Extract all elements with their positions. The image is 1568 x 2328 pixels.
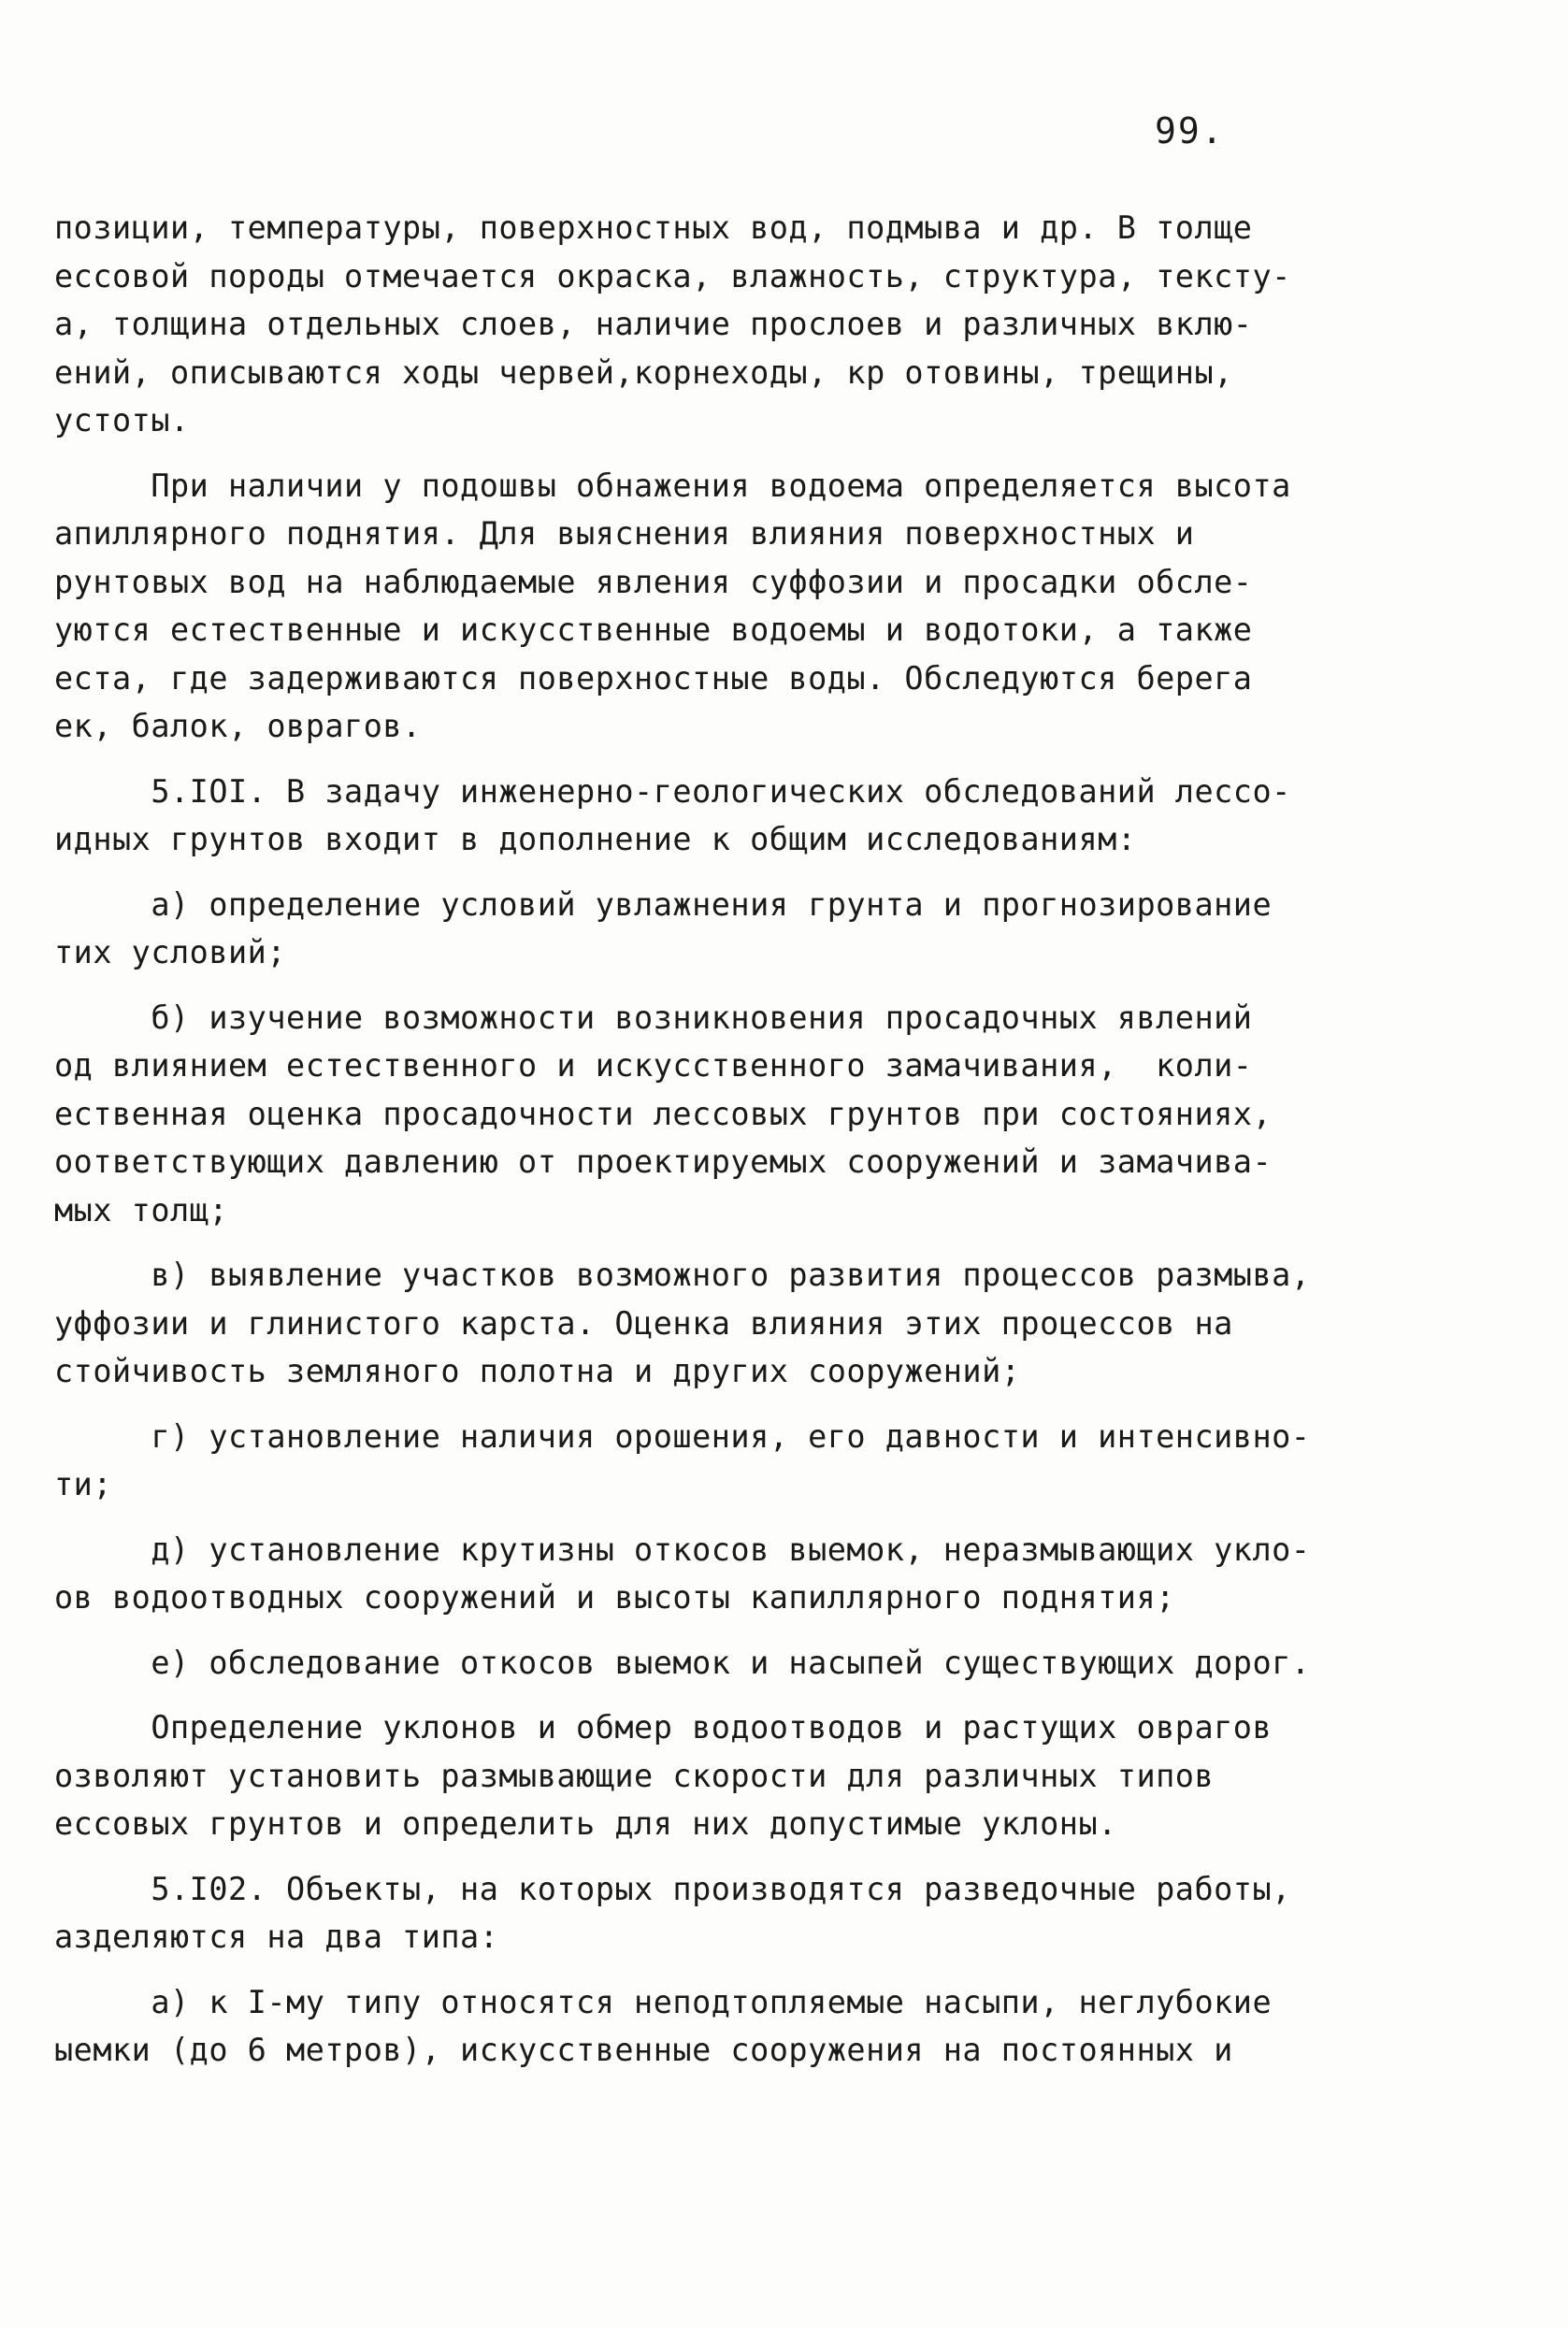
text-line: позиции, температуры, поверхностных вод, подмыва и др. В толще <box>54 209 1253 246</box>
text-line: ыемки (до 6 метров), искусственные сооружения на постоянных и <box>54 2032 1233 2068</box>
text-line: 5.I02. Объекты, на которых производятся разведочные работы, <box>54 1870 1291 1907</box>
paragraph <box>54 994 1363 1235</box>
text-line: уффозии и глинистого карста. Оценка влияния этих процессов на <box>54 1304 1233 1342</box>
text-line: ек, балок, оврагов. <box>54 708 422 744</box>
text-line: оответствующих давлению от проектируемых сооружений и замачива- <box>54 1143 1273 1180</box>
text-line: ессовых грунтов и определить для них допустимые уклоны. <box>54 1805 1117 1842</box>
paragraph <box>54 1251 1363 1396</box>
text-line: еста, где задерживаются поверхностные воды. Обследуются берега <box>54 659 1253 697</box>
text-line: ти; <box>54 1466 113 1502</box>
body-text <box>54 204 1363 2091</box>
text-line: ений, описываются ходы червей,корнеходы, кр отовины, трещины, <box>54 353 1233 391</box>
paragraph <box>54 1703 1363 1848</box>
text-line: а, толщина отдельных слоев, наличие прослоев и различных вклю- <box>54 306 1253 342</box>
paragraph <box>54 768 1363 864</box>
text-line: а) определение условий увлажнения грунта и прогнозирование <box>54 885 1273 923</box>
text-line: тих условий; <box>54 934 287 970</box>
text-line: г) установление наличия орошения, его давности и интенсивно- <box>54 1417 1311 1455</box>
text-line: в) выявление участков возможного развития процессов размыва, <box>54 1257 1311 1293</box>
paragraph <box>54 204 1363 445</box>
page-number: 99. <box>1155 110 1225 151</box>
paragraph <box>54 462 1363 751</box>
text-line: идных грунтов входит в дополнение к общим исследованиям: <box>54 821 1137 857</box>
paragraph <box>54 881 1363 977</box>
text-line: ов водоотводных сооружений и высоты капиллярного поднятия; <box>54 1579 1175 1616</box>
text-line: од влиянием естественного и искусственного замачивания, коли- <box>54 1047 1253 1084</box>
text-line: д) установление крутизны откосов выемок, неразмывающих укло- <box>54 1530 1311 1568</box>
paragraph <box>54 1865 1363 1962</box>
paragraph <box>54 1526 1363 1622</box>
text-line: а) к I-му типу относятся неподтопляемые насыпи, неглубокие <box>54 1983 1273 2020</box>
text-line: е) обследование откосов выемок и насыпей существующих дорог. <box>54 1644 1311 1681</box>
text-line: б) изучение возможности возникновения просадочных явлений <box>54 999 1253 1036</box>
text-line: мых толщ; <box>54 1191 229 1229</box>
text-line: стойчивость земляного полотна и других сооружений; <box>54 1353 1021 1389</box>
text-line: Определение уклонов и обмер водоотводов и растущих оврагов <box>54 1709 1273 1746</box>
paragraph <box>54 1413 1363 1509</box>
text-line: устоты. <box>54 402 190 438</box>
text-line: При наличии у подошвы обнажения водоема определяется высота <box>54 467 1291 504</box>
text-line: 5.IOI. В задачу инженерно-геологических обследований лессо- <box>54 772 1291 810</box>
text-line: азделяются на два типа: <box>54 1918 499 1955</box>
text-line: апиллярного поднятия. Для выяснения влияния поверхностных и <box>54 515 1195 552</box>
text-line: ественная оценка просадочности лессовых грунтов при состояниях, <box>54 1095 1273 1132</box>
paragraph <box>54 1639 1363 1688</box>
text-line: уются естественные и искусственные водоемы и водотоки, а также <box>54 611 1253 648</box>
text-line: ессовой породы отмечается окраска, влажность, структура, тексту- <box>54 257 1291 295</box>
text-line: озволяют установить размывающие скорости для различных типов <box>54 1757 1215 1794</box>
paragraph <box>54 1978 1363 2075</box>
text-line: рунтовых вод на наблюдаемые явления суффозии и просадки обсле- <box>54 563 1253 600</box>
